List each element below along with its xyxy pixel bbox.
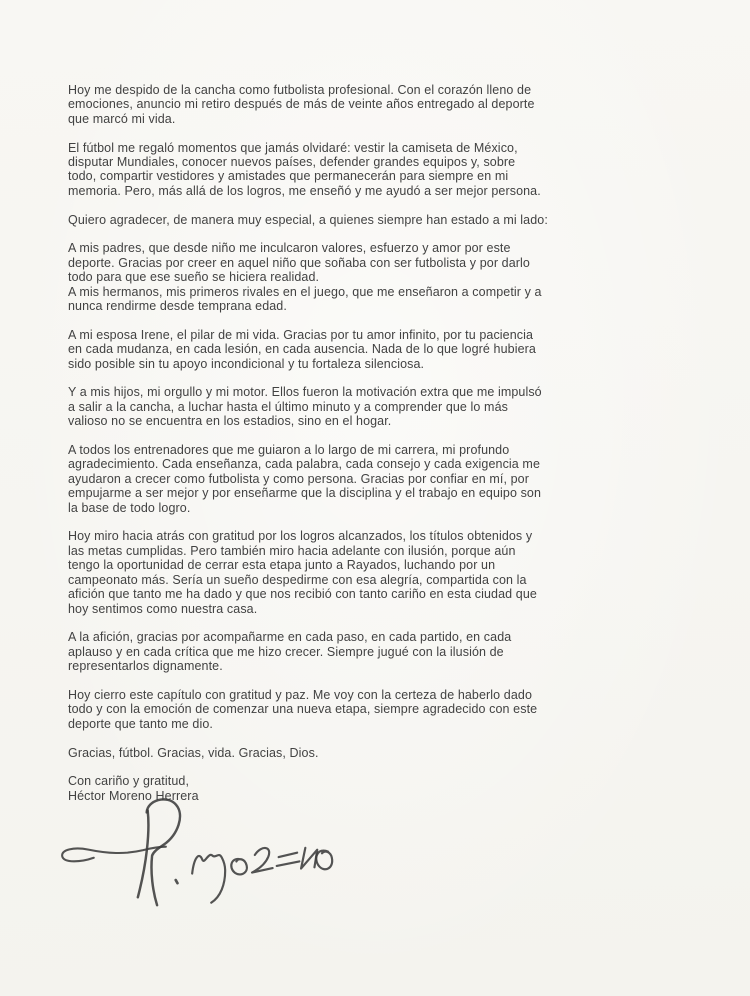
- letter-line: Hoy cierro este capítulo con gratitud y paz. Me voy con la certeza de haberlo dado: [68, 687, 533, 702]
- signature-letter-m: [192, 855, 226, 903]
- closing-salutation: Con cariño y gratitud,: [68, 774, 190, 789]
- letter-line: que marcó mi vida.: [68, 111, 176, 126]
- letter-body: [68, 83, 716, 803]
- paragraph: [68, 141, 716, 199]
- letter-line: las metas cumplidas. Pero también miro hacia adelante con ilusión, porque aún: [68, 543, 516, 558]
- letter-line: memoria. Pero, más allá de los logros, me enseñó y me ayudó a ser mejor persona.: [68, 183, 541, 198]
- signature-initial-stem: [136, 810, 149, 897]
- letter-line: disputar Mundiales, conocer nuevos países, defender grandes equipos y, sobre: [68, 155, 516, 170]
- letter-line: afición que tanto me ha dado y que nos recibió con tanto cariño en esta ciudad que: [68, 587, 537, 602]
- letter-line: Hoy miro hacia atrás con gratitud por los logros alcanzados, los títulos obtenidos y: [68, 529, 533, 544]
- letter-line: emociones, anuncio mi retiro después de más de veinte años entregado al deporte: [68, 97, 535, 112]
- closing-name: Héctor Moreno Herrera: [68, 788, 199, 803]
- paragraph: [68, 385, 716, 428]
- letter-line: nunca rendirme desde temprana edad.: [68, 299, 287, 314]
- signature-letter-r: [252, 848, 273, 873]
- letter-line: ayudaron a crecer como futbolista y como persona. Gracias por confiar en mí, por: [68, 471, 529, 486]
- letter-line: A la afición, gracias por acompañarme en cada paso, en cada partido, en cada: [68, 630, 512, 645]
- handwritten-signature-icon: [55, 792, 337, 923]
- letter-line: a salir a la cancha, a luchar hasta el último minuto y a comprender que lo más: [68, 399, 508, 414]
- letter-line: en cada mudanza, en cada lesión, en cada ausencia. Nada de lo que logré hubiera: [68, 342, 536, 357]
- signature-letter-e: [277, 853, 300, 866]
- letter-line: A mis hermanos, mis primeros rivales en el juego, que me enseñaron a competir y a: [68, 284, 542, 299]
- letter-line: El fútbol me regaló momentos que jamás olvidaré: vestir la camiseta de México,: [68, 140, 518, 155]
- signature-letter-o-final: [316, 850, 332, 869]
- signature-period: [176, 880, 178, 883]
- letter-line: sido posible sin tu apoyo incondicional y tu fortaleza silenciosa.: [68, 356, 425, 371]
- letter-line: Hoy me despido de la cancha como futbolista profesional. Con el corazón lleno de: [68, 83, 532, 97]
- letter-line: representarlos dignamente.: [68, 659, 223, 674]
- letter-line: campeonato más. Sería un sueño despedirme con esa alegría, compartida con la: [68, 572, 527, 587]
- letter-line: Quiero agradecer, de manera muy especial, a quienes siempre han estado a mi lado:: [68, 212, 548, 227]
- paragraph: [68, 688, 716, 731]
- paragraph: [68, 443, 716, 515]
- signature-initial-loop: [146, 799, 181, 905]
- letter-line: hoy sentimos como nuestra casa.: [68, 601, 258, 616]
- paragraph: [68, 529, 716, 615]
- letter-line: agradecimiento. Cada enseñanza, cada palabra, cada consejo y cada exigencia me: [68, 457, 540, 472]
- letter-line: aplauso y en cada crítica que me hizo crecer. Siempre jugué con la ilusión de: [68, 644, 504, 659]
- letter-line: todo para que ese sueño se hiciera realidad.: [68, 270, 320, 285]
- letter-line: A mis padres, que desde niño me inculcaron valores, esfuerzo y amor por este: [68, 241, 511, 256]
- paragraph: [68, 630, 716, 673]
- letter-line: tengo la oportunidad de cerrar esta etapa junto a Rayados, luchando por un: [68, 558, 496, 573]
- letter-line: todo y con la emoción de comenzar una nueva etapa, siempre agradecido con este: [68, 702, 538, 717]
- paragraph: [68, 746, 716, 760]
- letter-line: Y a mis hijos, mi orgullo y mi motor. Ellos fueron la motivación extra que me impulsó: [68, 385, 542, 400]
- paragraph: [68, 213, 716, 227]
- letter-line: A mi esposa Irene, el pilar de mi vida. Gracias por tu amor infinito, por tu paciencia: [68, 327, 534, 342]
- paragraph: [68, 328, 716, 371]
- letter-line: la base de todo logro.: [68, 500, 191, 515]
- letter-line: deporte. Gracias por creer en aquel niño que soñaba con ser futbolista y por darlo: [68, 255, 530, 270]
- letter-line: todo, compartir vestidores y amistades que permanecerán para siempre en mi: [68, 169, 509, 184]
- paragraph: [68, 83, 716, 126]
- letter-line: empujarme a ser mejor y por enseñarme que la disciplina y el trabajo en equipo son: [68, 486, 542, 501]
- signature-letter-o: [231, 859, 247, 875]
- signature-flourish: [62, 847, 166, 862]
- letter-line: A todos los entrenadores que me guiaron a lo largo de mi carrera, mi profundo: [68, 443, 510, 458]
- letter-line: Gracias, fútbol. Gracias, vida. Gracias, Dios.: [68, 745, 319, 760]
- signature-letter-n: [301, 848, 318, 869]
- letter-line: valioso no se encuentra en los estadios, sino en el hogar.: [68, 414, 392, 429]
- paragraph: [68, 241, 716, 313]
- signature-block: [56, 794, 336, 920]
- letter-line: deporte que tanto me dio.: [68, 716, 213, 731]
